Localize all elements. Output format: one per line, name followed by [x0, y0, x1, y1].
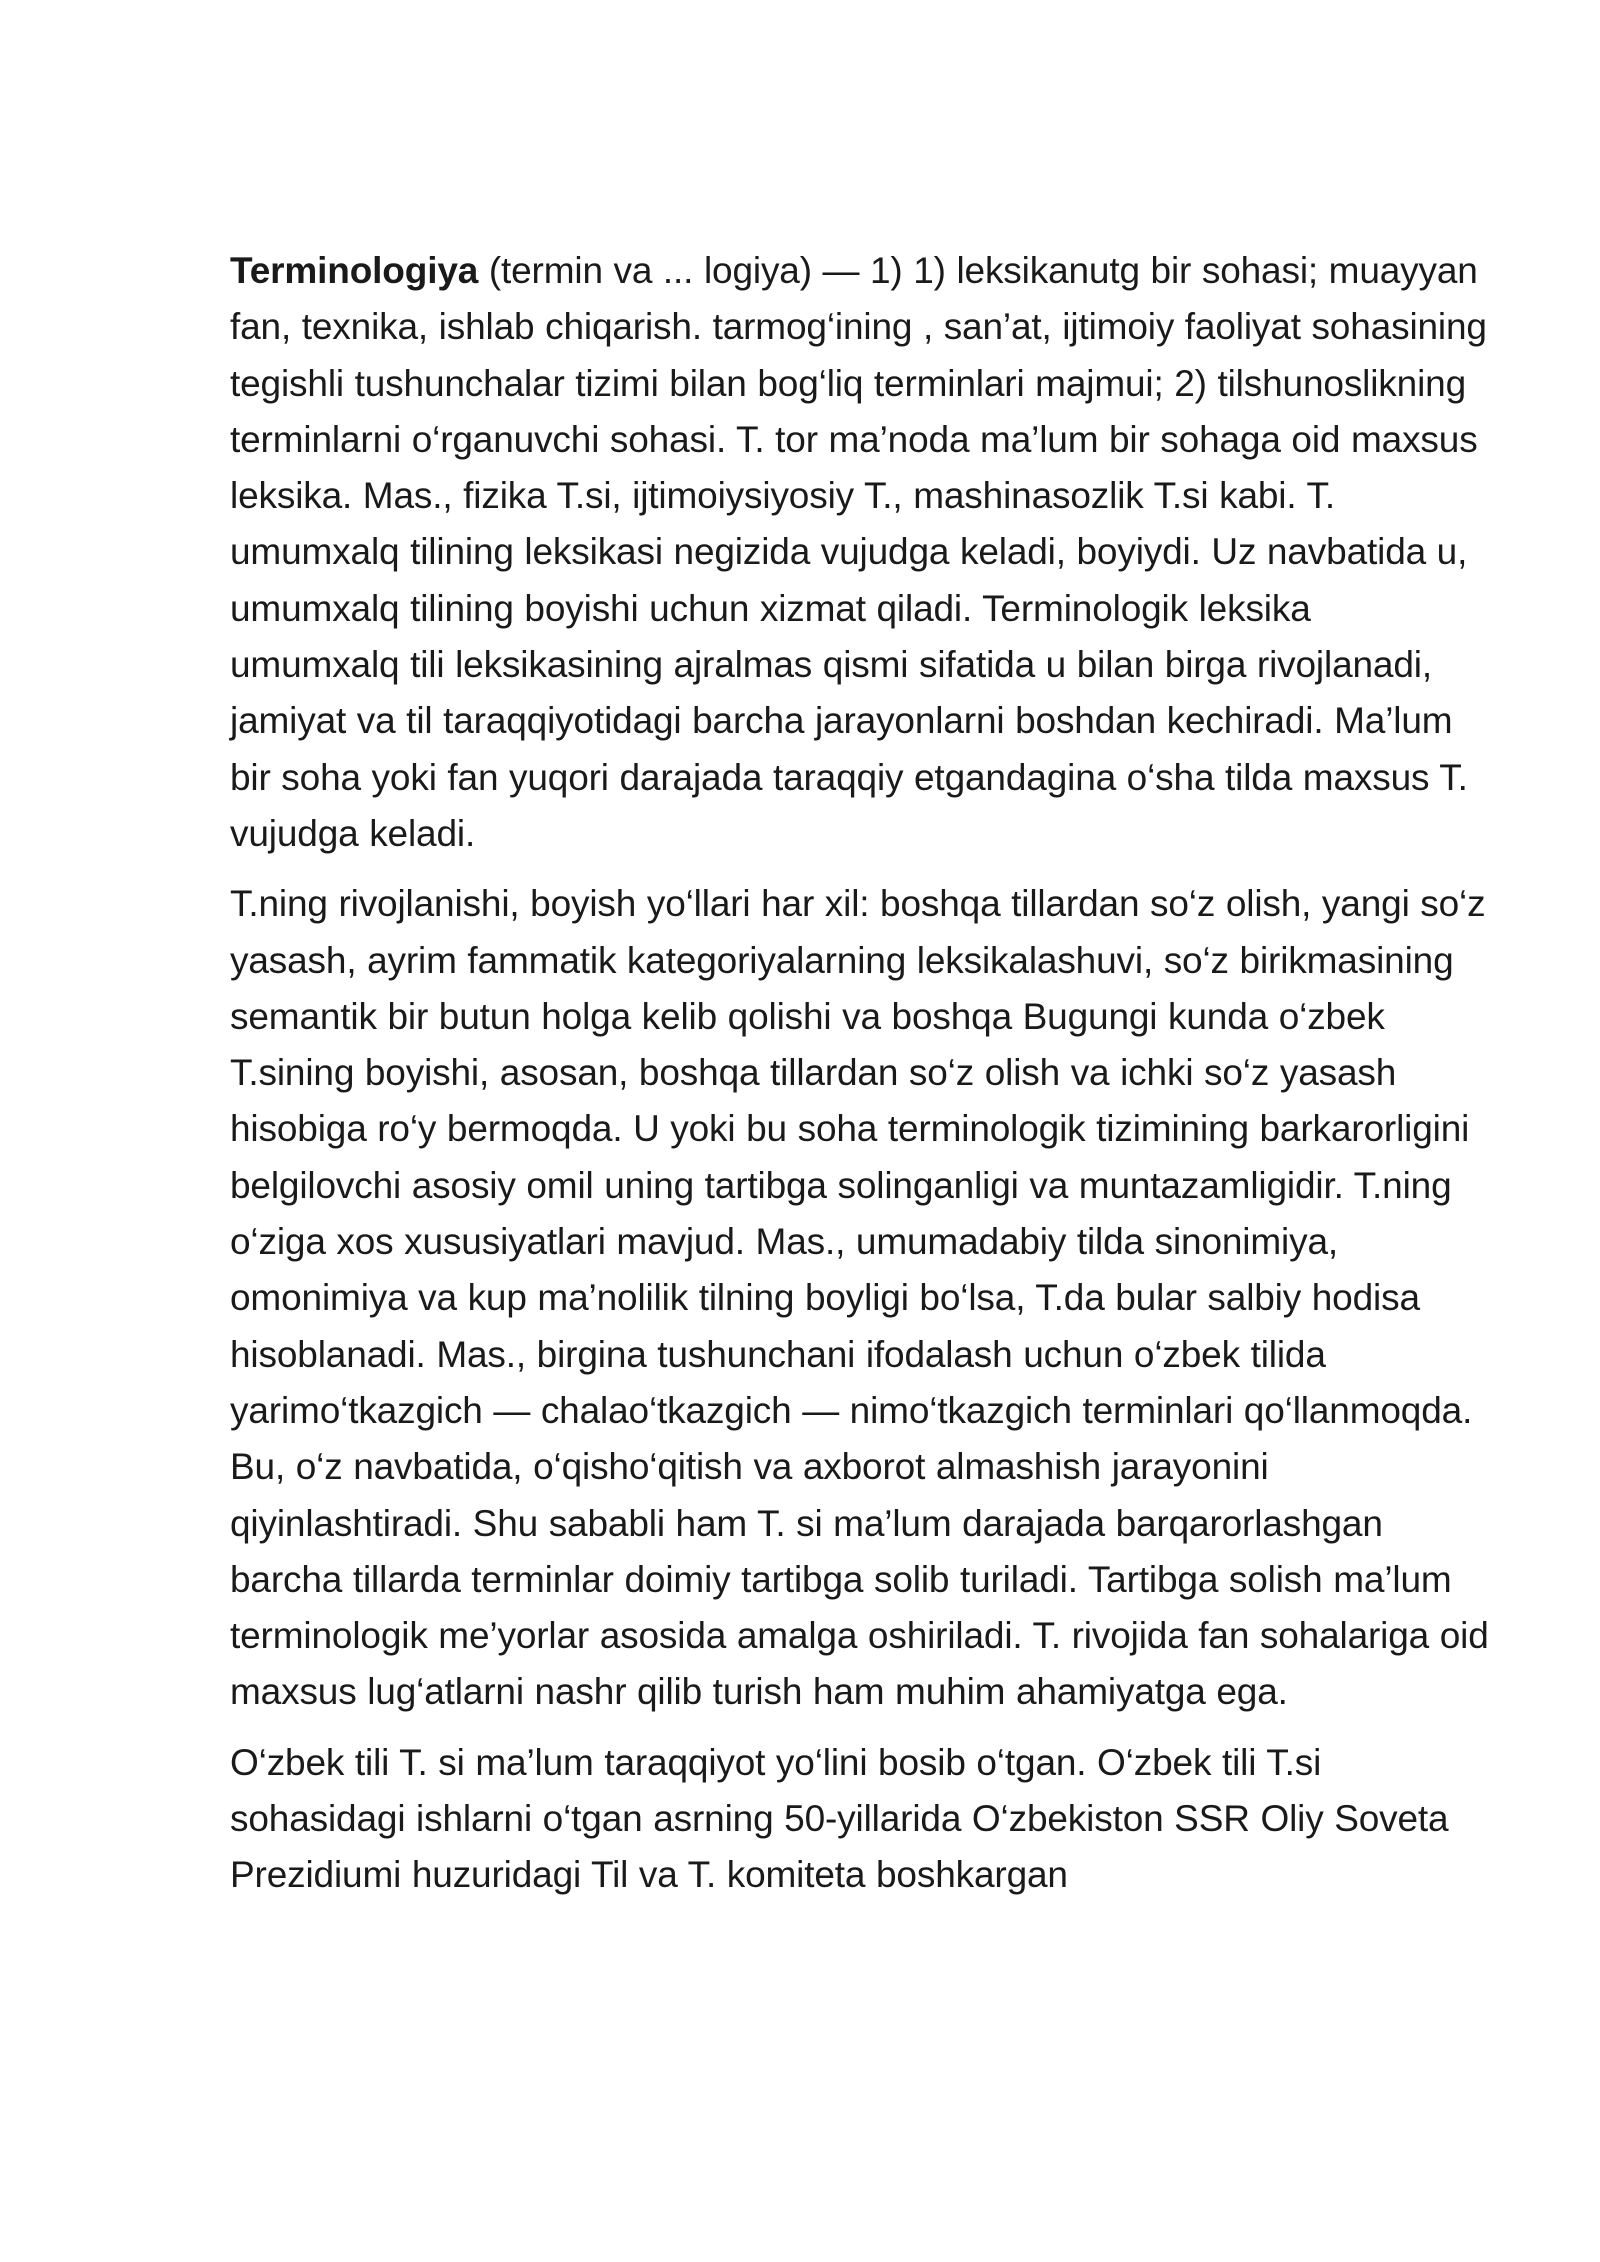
document-body [230, 243, 1490, 1918]
paragraph-2 [230, 876, 1490, 1720]
paragraph-2-text: T.ning rivojlanishi, boyish yo‘llari har xil: boshqa tillardan so‘z olish, yangi so‘z yasash, ayrim fammatik kategoriyalarning leksikalashuvi, so‘z birikmasining semantik bir butun holga kelib qolishi va boshqa Bugungi kunda o‘zbek T.sining boyishi, asosan, boshqa tillardan so‘z olish va ichki so‘z yasash hisobiga ro‘y bermoqda. U yoki bu soha terminologik tizimining barkarorligini belgilovchi asosiy omil uning tartibga solinganligi va muntazamligidir. T.ning o‘ziga xos xususiyatlari mavjud. Mas., umumadabiy tilda sinonimiya, omonimiya va kup ma’nolilik tilning boyligi bo‘lsa, T.da bular salbiy hodisa hisoblanadi. Mas., birgina tushunchani ifodalash uchun o‘zbek tilida yarimo‘tkazgich — chalao‘tkazgich — nimo‘tkazgich terminlari qo‘llanmoqda. Bu, o‘z navbatida, o‘qisho‘qitish va axborot almashish jarayonini qiyinlashtiradi. Shu sababli ham T. si ma’lum darajada barqarorlashgan barcha tillarda terminlar doimiy tartibga solib turiladi. Tartibga solish ma’lum terminologik me’yorlar asosida amalga oshiriladi. T. rivojida fan sohalariga oid maxsus lug‘atlarni nashr qilib turish ham muhim ahamiyatga ega. [230, 883, 1489, 1713]
term-heading: Terminologiya [230, 250, 479, 291]
paragraph-3-text: O‘zbek tili T. si ma’lum taraqqiyot yo‘lini bosib o‘tgan. O‘zbek tili T.si sohasidagi ishlarni o‘tgan asrning 50-yillarida O‘zbekiston SSR Oliy Soveta Prezidiumi huzuridagi Til va T. komiteta boshkargan [230, 1741, 1449, 1896]
paragraph-3 [230, 1735, 1490, 1904]
paragraph-1 [230, 243, 1490, 862]
paragraph-1-text: (termin va ... logiya) — 1) 1) leksikanutg bir sohasi; muayyan fan, texnika, ishlab chiqarish. tarmog‘ining , san’at, ijtimoiy faoliyat sohasining tegishli tushunchalar tizimi bilan bog‘liq terminlari majmui; 2) tilshunoslikning terminlarni o‘rganuvchi sohasi. T. tor ma’noda ma’lum bir sohaga oid maxsus leksika. Mas., fizika T.si, ijtimoiysiyosiy T., mashinasozlik T.si kabi. T. umumxalq tilining leksikasi negizida vujudga keladi, boyiydi. Uz navbatida u, umumxalq tilining boyishi uchun xizmat qiladi. Terminologik leksika umumxalq tili leksikasining ajralmas qismi sifatida u bilan birga rivojlanadi, jamiyat va til taraqqiyotidagi barcha jarayonlarni boshdan kechiradi. Ma’lum bir soha yoki fan yuqori darajada taraqqiy etgandagina o‘sha tilda maxsus T. vujudga keladi. [230, 250, 1487, 854]
